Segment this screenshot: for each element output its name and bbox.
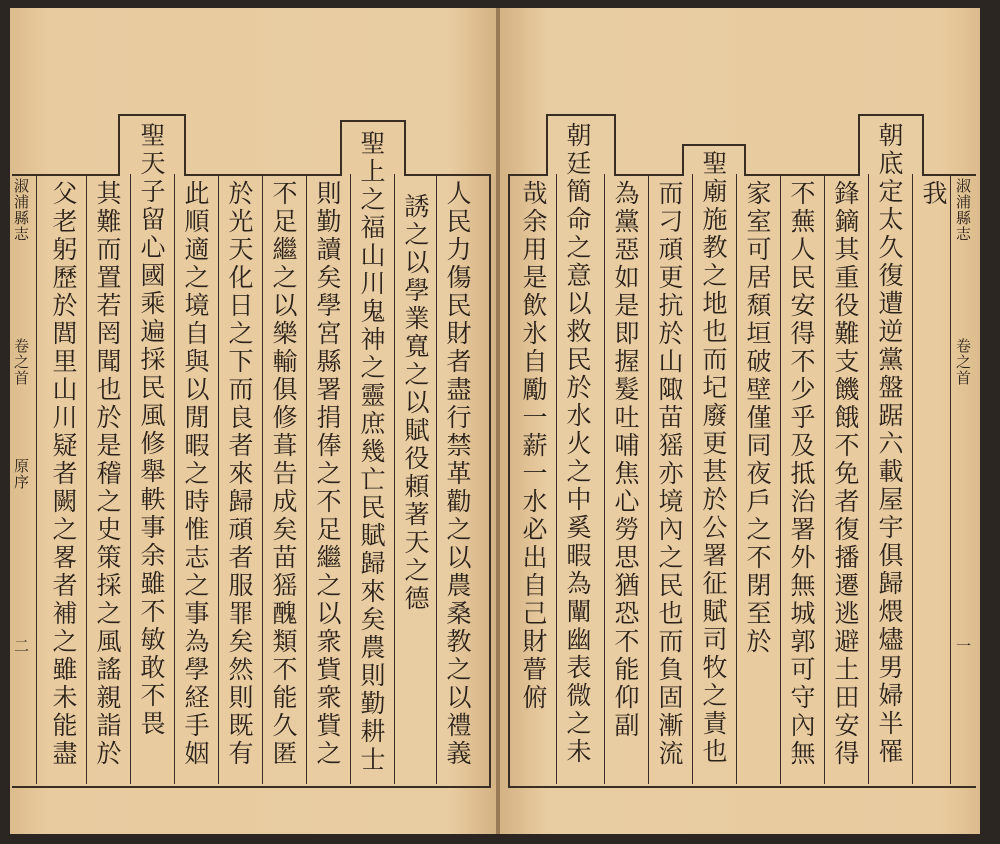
right-col-rule bbox=[692, 174, 693, 784]
right-col-rule bbox=[604, 174, 605, 784]
left-col-rule bbox=[130, 174, 131, 784]
left-col-rule bbox=[306, 174, 307, 784]
left-col-2: 誘之以學業寬之以賦役頼著天之德 bbox=[401, 193, 430, 613]
right-margin-page: 一 bbox=[954, 638, 972, 654]
right-col-rule bbox=[824, 174, 825, 784]
right-col-9: 朝廷簡命之意以救民於水火之中奚暇為闡幽表微之未 bbox=[563, 122, 592, 766]
right-col-10: 哉余用是飲氷自勵一薪一水必出自己財瞢俯 bbox=[519, 180, 548, 712]
right-col-rule bbox=[648, 174, 649, 784]
left-col-rule bbox=[394, 174, 395, 784]
left-margin-rule bbox=[36, 174, 37, 784]
right-col-4: 不蕪人民安得不少乎及抵治署外無城郭可守內無 bbox=[787, 180, 816, 768]
left-col-rule bbox=[218, 174, 219, 784]
left-col-1: 人民力傷民財者盡行禁革勸之以農桑教之以禮義 bbox=[443, 180, 472, 768]
right-col-1: 我 bbox=[919, 180, 948, 208]
left-col-5: 不足繼之以樂輸俱修葺告成矣苗猺醜類不能久匿 bbox=[269, 180, 298, 768]
right-col-7: 而刁頑更抗於山陬苗猺亦境內之民也而負固漸流 bbox=[655, 180, 684, 768]
right-margin-rule bbox=[950, 174, 951, 784]
left-col-8: 聖天子留心國乘遍採民風修舉軼事余雖不敏敢不畏 bbox=[137, 122, 166, 738]
right-col-5: 家室可居頹垣破壁僅同夜戶之不閉至於 bbox=[743, 180, 772, 656]
right-col-3: 鋒鏑其重役難支饑餓不免者復播遷逃避土田安得 bbox=[831, 180, 860, 768]
right-col-8: 為黨惡如是即握髮吐哺焦心勞思猶恐不能仰副 bbox=[611, 180, 640, 740]
left-col-3: 聖上之福山川鬼神之靈庶幾亡民賦歸來矣農則勤耕士 bbox=[357, 130, 386, 774]
right-col-rule bbox=[912, 174, 913, 784]
left-margin-page: 二 bbox=[12, 638, 30, 654]
left-margin-section: 原序 bbox=[12, 458, 30, 490]
left-col-rule bbox=[350, 174, 351, 784]
left-col-7: 此順適之境自與以閒暇之時惟志之事為學経手姻 bbox=[181, 180, 210, 768]
left-page bbox=[10, 8, 497, 834]
right-col-6: 聖廟施教之地也而圮廢更甚於公署征賦司牧之責也 bbox=[699, 150, 728, 766]
left-margin-chapter: 卷之首 bbox=[12, 338, 30, 386]
left-col-rule bbox=[86, 174, 87, 784]
right-col-2: 朝底定太久復遭逆黨盤踞六載屋宇俱歸煨燼男婦半罹 bbox=[875, 122, 904, 766]
left-col-rule bbox=[436, 174, 437, 784]
right-col-rule bbox=[736, 174, 737, 784]
right-col-rule bbox=[868, 174, 869, 784]
left-col-10: 父老躬歷於閭里山川疑者闕之畧者補之雖未能盡 bbox=[49, 180, 78, 768]
right-col-rule bbox=[556, 174, 557, 784]
left-col-6: 於光天化日之下而良者來歸頑者服罪矣然則既有 bbox=[225, 180, 254, 768]
left-col-rule bbox=[262, 174, 263, 784]
left-margin-title: 淑浦縣志 bbox=[12, 178, 30, 242]
right-page bbox=[500, 8, 980, 834]
left-col-9: 其難而置若罔聞也於是稽之史策採之風謠親詣於 bbox=[93, 180, 122, 768]
left-col-4: 則勤讀矣學宮縣署捐俸之不足繼之以衆貲衆貲之 bbox=[313, 180, 342, 768]
left-col-rule bbox=[174, 174, 175, 784]
right-margin-chapter: 卷之首 bbox=[954, 338, 972, 386]
right-col-rule bbox=[780, 174, 781, 784]
right-margin-title: 淑浦縣志 bbox=[954, 178, 972, 242]
